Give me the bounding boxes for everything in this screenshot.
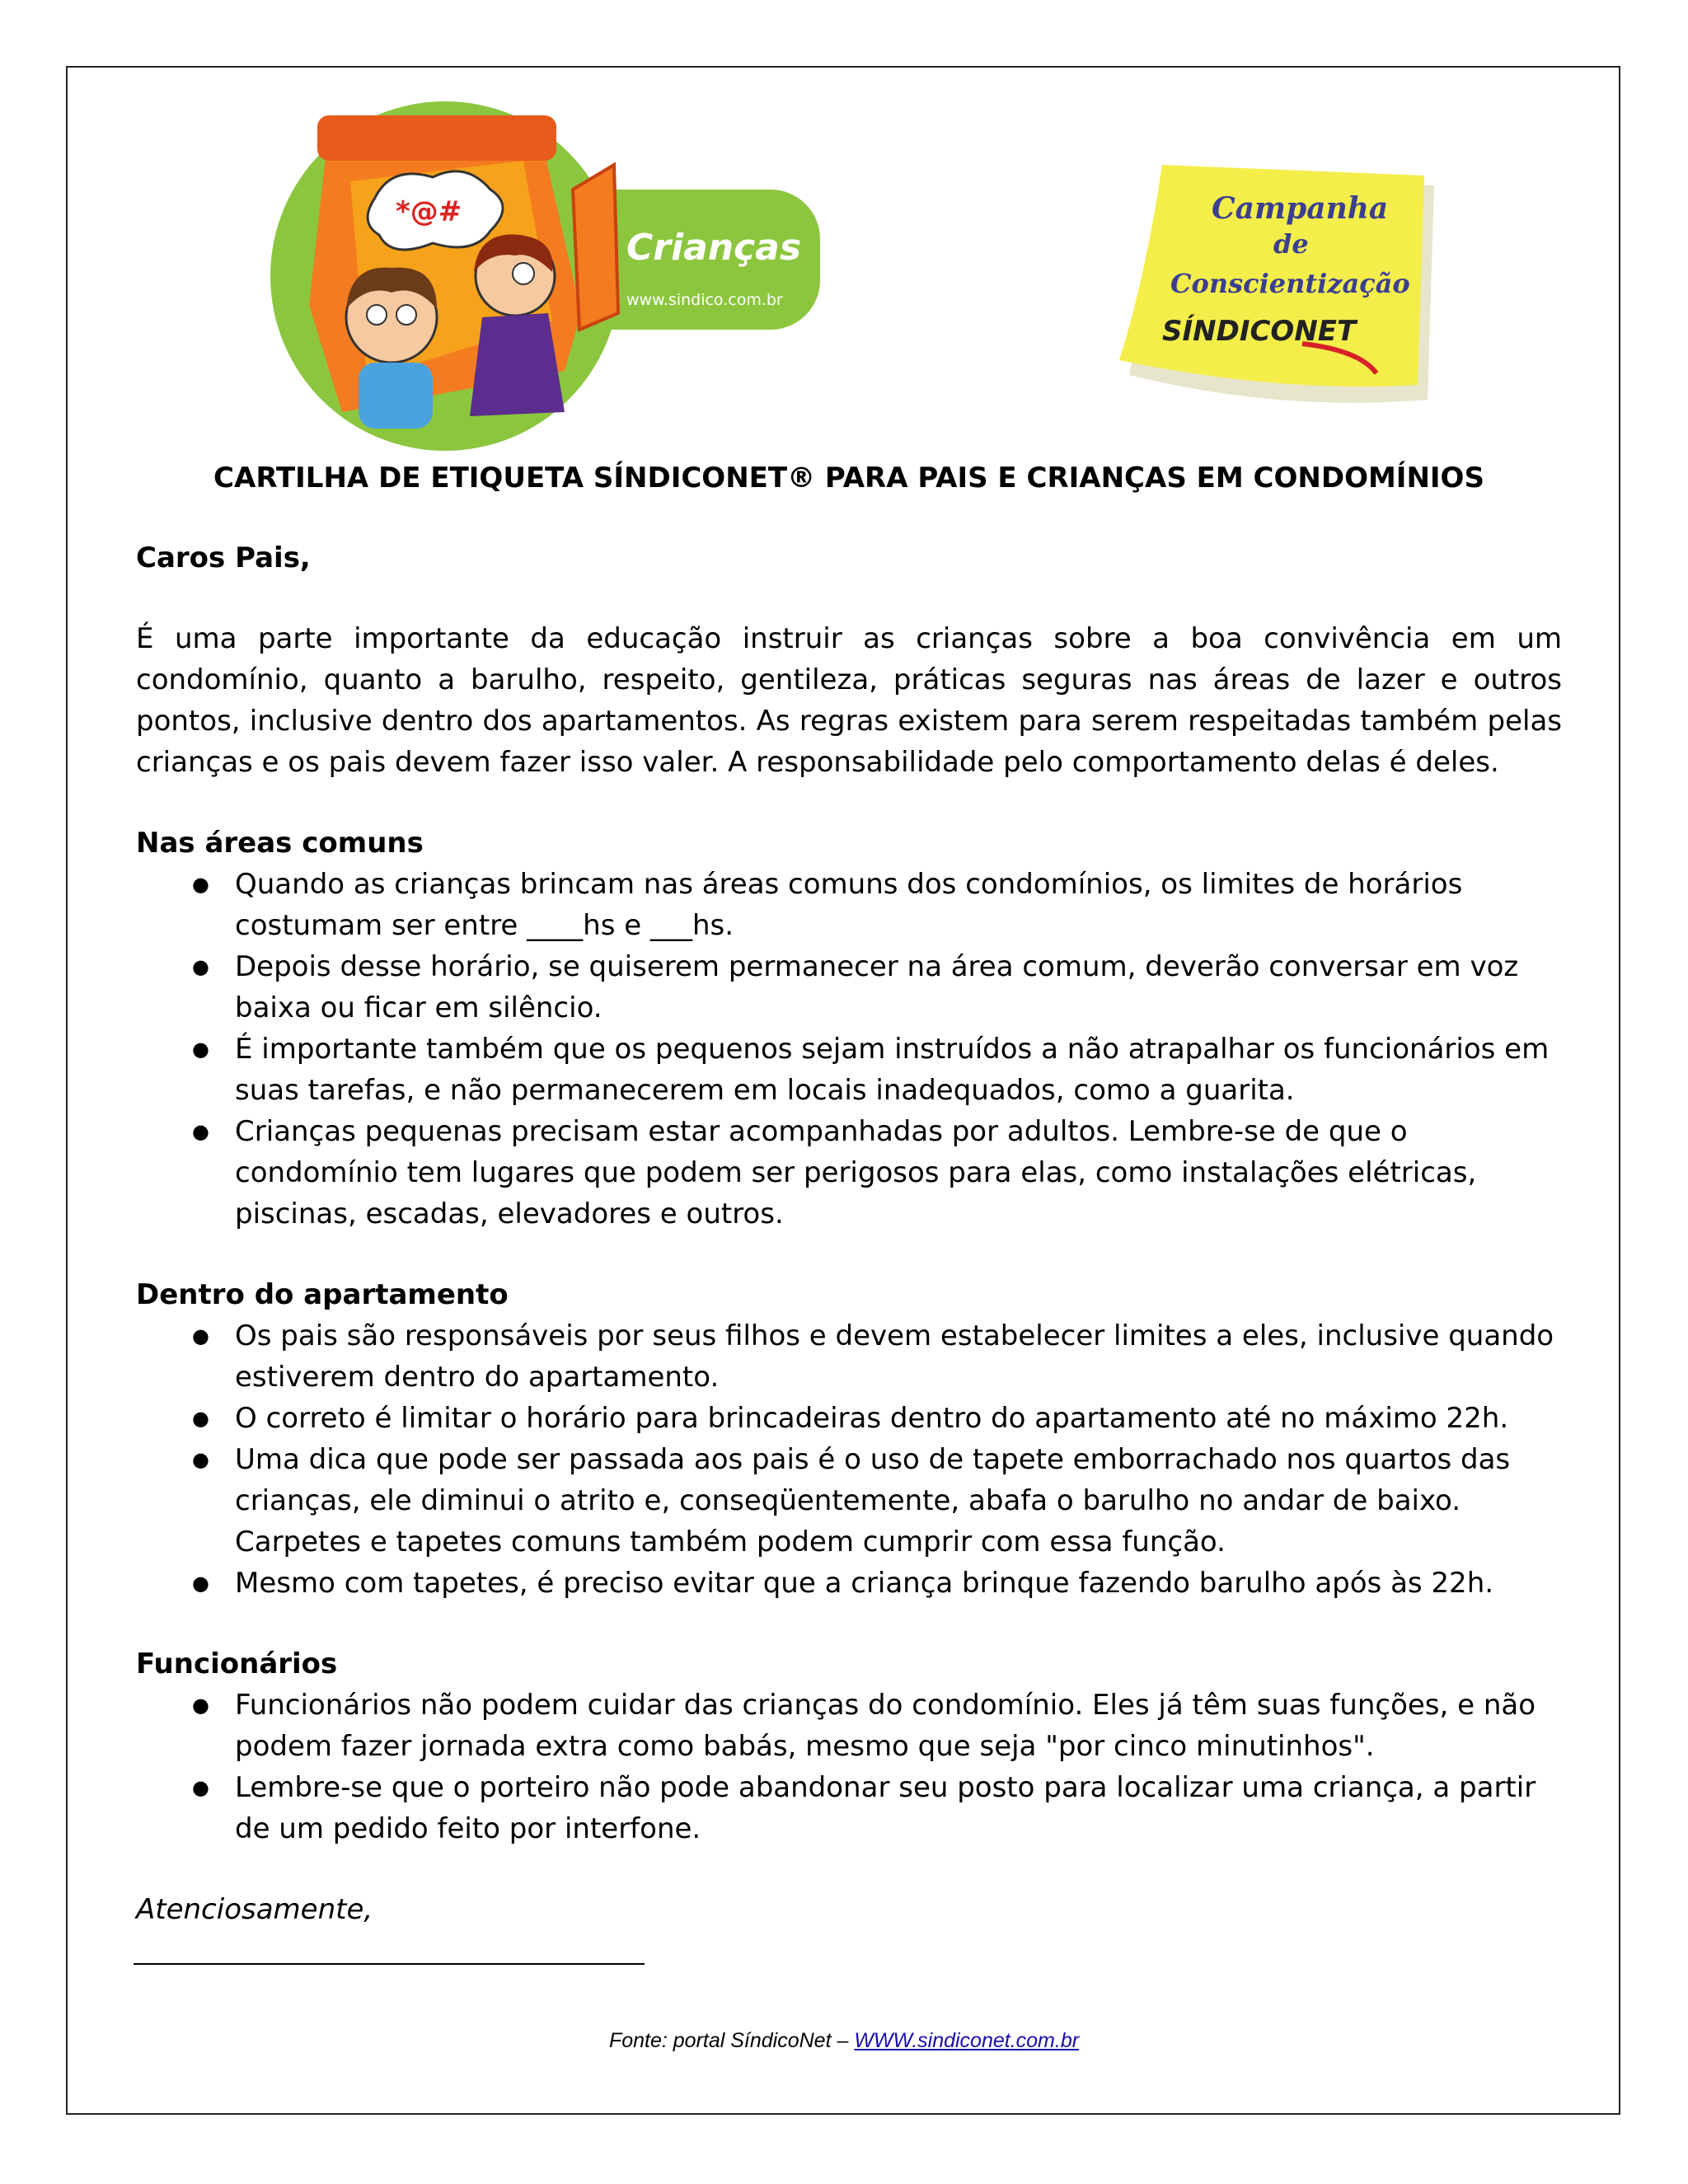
greeting: Caros Pais, bbox=[136, 541, 311, 574]
closing: Atenciosamente, bbox=[136, 1893, 373, 1926]
list-item: ● O correto é limitar o horário para brincadeiras dentro do apartamento até no máximo 22h. bbox=[235, 1398, 1562, 1439]
list-funcionarios bbox=[136, 1685, 1562, 1849]
criancas-logo-url: www.sindico.com.br bbox=[626, 291, 783, 309]
campanha-logo bbox=[1113, 161, 1442, 416]
curtain-top-shape bbox=[317, 115, 556, 161]
criancas-logo-label: Crianças bbox=[626, 227, 802, 269]
list-item: ● Quando as crianças brincam nas áreas comuns dos condomínios, os limites de horários costumam ser entre ____hs e ___hs. bbox=[235, 864, 1562, 946]
list-areas-comuns bbox=[136, 864, 1562, 1235]
girl-dress-shape bbox=[470, 313, 565, 416]
list-item: ● Mesmo com tapetes, é preciso evitar que a criança brinque fazendo barulho após às 22h. bbox=[235, 1563, 1562, 1604]
campaign-brand: SÍNDICONET bbox=[1162, 315, 1357, 348]
section-heading-areas-comuns: Nas áreas comuns bbox=[136, 827, 424, 860]
footer-link[interactable]: WWW.sindiconet.com.br bbox=[854, 2029, 1080, 2052]
campaign-line-3: Conscientização bbox=[1170, 268, 1410, 299]
girl-eye bbox=[513, 263, 534, 284]
window-shutter-shape bbox=[573, 165, 618, 330]
list-item: ● Lembre-se que o porteiro não pode abandonar seu posto para localizar uma criança, a partir de um pedido feito por interfone. bbox=[235, 1767, 1562, 1849]
list-item: ● Funcionários não podem cuidar das crianças do condomínio. Eles já têm suas funções, e não podem fazer jornada extra como babás, mesmo que seja "por cinco minutinhos". bbox=[235, 1685, 1562, 1767]
list-item: ● Depois desse horário, se quiserem permanecer na área comum, deverão conversar em voz baixa ou ficar em silêncio. bbox=[235, 946, 1562, 1029]
boy-eye-right bbox=[396, 305, 416, 325]
section-heading-apartamento: Dentro do apartamento bbox=[136, 1278, 509, 1311]
document-title: CARTILHA DE ETIQUETA SÍNDICONET® PARA PAIS E CRIANÇAS EM CONDOMÍNIOS bbox=[213, 462, 1484, 494]
signature-line bbox=[134, 1930, 645, 1965]
criancas-logo bbox=[268, 99, 837, 453]
document-body bbox=[136, 457, 1562, 1965]
list-item: ● Os pais são responsáveis por seus filhos e devem estabelecer limites a eles, inclusive quando estiverem dentro do apartamento. bbox=[235, 1315, 1562, 1398]
boy-eye-left bbox=[367, 305, 387, 325]
list-apartamento bbox=[136, 1315, 1562, 1604]
curse-symbols: *@# bbox=[396, 195, 462, 228]
campaign-line-1: Campanha bbox=[1212, 191, 1389, 226]
footer-prefix: Fonte: portal SíndicoNet – bbox=[608, 2029, 855, 2052]
section-heading-funcionarios: Funcionários bbox=[136, 1647, 338, 1680]
list-item: ● É importante também que os pequenos sejam instruídos a não atrapalhar os funcionários em suas tarefas, e não permanecerem em locais inadequados, como a guarita. bbox=[235, 1029, 1562, 1111]
list-item: ● Uma dica que pode ser passada aos pais é o uso de tapete emborrachado nos quartos das crianças, ele diminui o atrito e, conseqüentemente, abafa o barulho no andar de baixo. Carpetes e tapetes comuns também podem cumprir com essa função. bbox=[235, 1439, 1562, 1563]
list-item: ● Crianças pequenas precisam estar acompanhadas por adultos. Lembre-se de que o condomínio tem lugares que podem ser perigosos para elas, como instalações elétricas, piscinas, escadas, elevadores e outros. bbox=[235, 1111, 1562, 1235]
footer-source bbox=[0, 2029, 1688, 2053]
campaign-line-2: de bbox=[1273, 228, 1309, 260]
intro-paragraph: É uma parte importante da educação instruir as crianças sobre a boa convivência em um condomínio, quanto a barulho, respeito, gentileza, práticas seguras nas áreas de lazer e outros pontos, inclusive dentro dos apartamentos. As regras existem para serem respeitadas também pelas crianças e os pais devem fazer isso valer. A responsabilidade pelo comportamento delas é deles. bbox=[136, 622, 1562, 779]
boy-body-shape bbox=[359, 363, 433, 429]
